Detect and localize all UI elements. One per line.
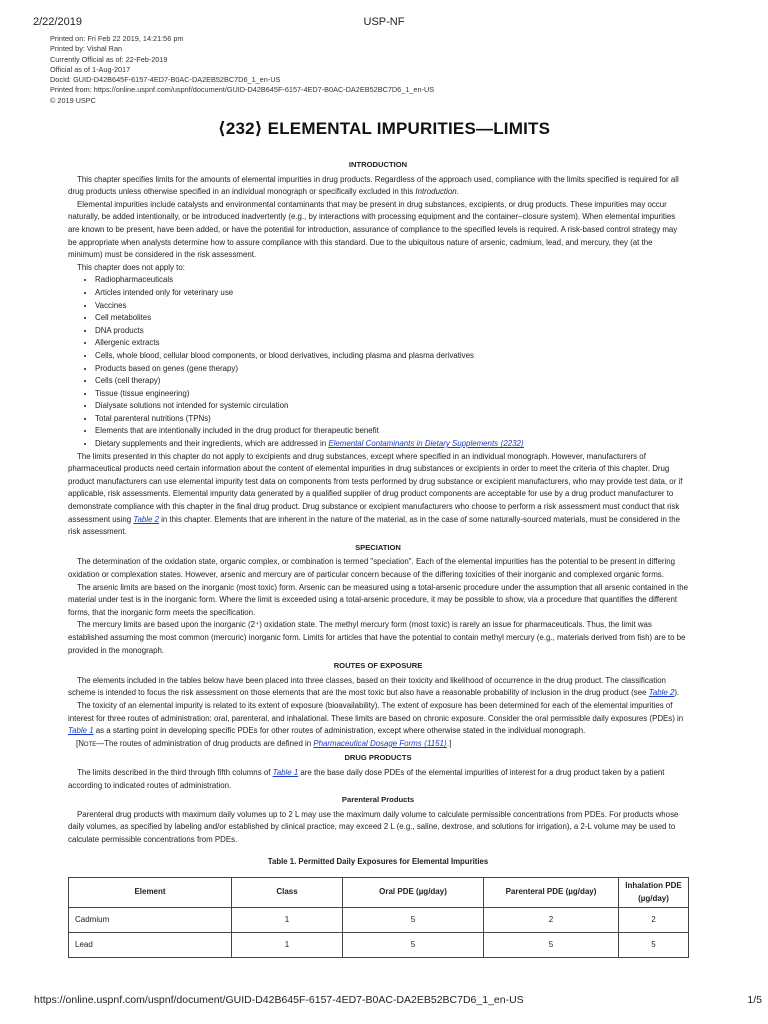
- section-heading-parenteral-products: Parenteral Products: [341, 795, 415, 805]
- cell-oral-pde: 5: [343, 908, 484, 933]
- column-header-class: Class: [232, 878, 343, 908]
- routes-paragraph-2: The toxicity of an elemental impurity is related to its extent of exposure (bioavailability). The extent of exposure has been determined for each of the elemental impurities of interest for three routes of administration: oral, parenteral, and inhalational. These limits are based on chronic exposure. Consider the oral permissible daily exposures (PDEs) in Table 1 as a starting point in developing specific PDEs for other routes of administration, except where otherwise stated in the individual monograph.: [68, 700, 684, 736]
- link-table-1[interactable]: Table 1: [272, 767, 299, 777]
- link-table-2[interactable]: Table 2: [648, 688, 675, 698]
- table-header-row: [69, 878, 689, 908]
- list-item: • Cells (cell therapy): [95, 375, 688, 388]
- list-item: • Cells, whole blood, cellular blood components, or blood derivatives, including plasma and plasma derivatives: [95, 350, 688, 363]
- parenteral-paragraph: Parenteral drug products with maximum daily volumes up to 2 L may use the maximum daily volume to calculate permissible concentrations from PDEs. For products whose daily volumes, as specified by labeling and/or established by clinical practice, may exceed 2 L (e.g., saline, dextrose, and solutions for irrigation), a 2-L volume may be used to calculate permissible concentrations from PDEs.: [68, 809, 679, 844]
- list-item: • Total parenteral nutritions (TPNs): [95, 413, 688, 426]
- document-body: [68, 156, 688, 958]
- link-table-2[interactable]: Table 2: [133, 514, 159, 524]
- note-label: Note: [78, 738, 97, 748]
- meta-printed-by: Printed by: Vishal Ran: [50, 44, 123, 54]
- meta-printed-from: Printed from: https://online.uspnf.com/uspnf/document/GUID-D42B645F-6157-4ED7-B0AC-DA2EB52BC7D6_1_en-US: [50, 85, 435, 95]
- list-item: • Elements that are intentionally included in the drug product for therapeutic benefit: [95, 425, 688, 438]
- routes-paragraph-1: The elements included in the tables below have been placed into three classes, based on their toxicity and likelihood of occurrence in the drug product. The classification scheme is intended to focus the risk assessment on those elements that are the most toxic but also have a reasonable probability of inclusion in the drug product (see Table 2).: [68, 675, 680, 698]
- print-site-title: USP-NF: [363, 16, 405, 28]
- link-dietary-supplements-2232[interactable]: Elemental Contaminants in Dietary Supplements ⟨2232⟩: [328, 439, 524, 449]
- link-pharmaceutical-dosage-forms-1151[interactable]: Pharmaceutical Dosage Forms ⟨1151⟩: [313, 738, 448, 748]
- section-heading-speciation: SPECIATION: [355, 542, 401, 552]
- cell-parenteral-pde: 2: [484, 908, 619, 933]
- exclusion-list: [68, 274, 688, 450]
- intro-paragraph-1: This chapter specifies limits for the amounts of elemental impurities in drug products. Regardless of the approach used, compliance with the limits specified is required for all drug products unless otherwise specified in an individual monograph or specifically excluded in this Introduction.: [68, 174, 679, 197]
- print-metadata: [50, 34, 434, 106]
- column-header-oral-pde: Oral PDE (µg/day): [343, 878, 484, 908]
- drug-products-paragraph-1: The limits described in the third through fifth columns of Table 1 are the base daily dose PDEs of the elemental impurities of interest for a drug product taken by a patient according to indicated routes of administration.: [68, 767, 665, 790]
- link-table-1[interactable]: Table 1: [68, 726, 94, 736]
- cell-element: Lead: [69, 933, 232, 958]
- list-item: • Allergenic extracts: [95, 337, 688, 350]
- section-heading-introduction: INTRODUCTION: [348, 160, 408, 169]
- list-item: • Dialysate solutions not intended for systemic circulation: [95, 400, 688, 413]
- list-item: • Articles intended only for veterinary use: [95, 287, 688, 300]
- meta-printed-on: Printed on: Fri Feb 22 2019, 14:21:56 pm: [50, 34, 184, 43]
- list-item: • Cell metabolites: [95, 312, 688, 325]
- intro-paragraph-2: Elemental impurities include catalysts and environmental contaminants that may be present in drug substances, excipients, or drug products. These impurities may occur naturally, be added intentionally, or be introduced inadvertently (e.g., by interactions with processing equipment and the container–closure system). When elemental impurities are known to be present, have been added, or have the potential for introduction, assurance of compliance to the specified levels is required. A risk-based control strategy may be appropriate when analysts determine how to assure compliance with this standard. Due to the ubiquitous nature of arsenic, cadmium, lead, and mercury, they (at the minimum) must be considered in the risk assessment.: [68, 199, 678, 260]
- footer-url: https://online.uspnf.com/uspnf/document/GUID-D42B645F-6157-4ED7-B0AC-DA2EB52BC7D6_1_en-US: [34, 994, 524, 1006]
- table-1-caption: Table 1. Permitted Daily Exposures for Elemental Impurities: [267, 857, 489, 867]
- cell-element: Cadmium: [69, 908, 232, 933]
- speciation-paragraph-1: The determination of the oxidation state, organic complex, or combination is termed "speciation". Each of the elemental impurities has the potential to be present in differing oxidation or complexation states. However, arsenic and mercury are of particular concern because of the differing toxicities of their inorganic and complexed organic forms.: [68, 557, 676, 579]
- footer-page-number: 1/5: [747, 994, 762, 1006]
- list-item: • Vaccines: [95, 300, 688, 313]
- list-item: • Tissue (tissue engineering): [95, 388, 688, 401]
- cell-oral-pde: 5: [343, 933, 484, 958]
- list-item: • DNA products: [95, 325, 688, 338]
- print-date: 2/22/2019: [33, 16, 82, 28]
- meta-currently-official: Currently Official as of: 22-Feb-2019: [50, 54, 168, 64]
- table-row: [69, 908, 689, 933]
- column-header-inhalation-pde: Inhalation PDE (µg/day): [619, 878, 689, 908]
- page-title: ⟨232⟩ ELEMENTAL IMPURITIES—LIMITS: [217, 119, 551, 138]
- table-1-permitted-daily-exposures: [68, 877, 689, 958]
- cell-inhalation-pde: 5: [619, 933, 689, 958]
- speciation-paragraph-2: The arsenic limits are based on the inorganic (most toxic) form. Arsenic can be measured using a total-arsenic procedure under the assumption that all arsenic contained in the material under test is in the inorganic form. Where the limit is exceeded using a total-arsenic procedure, it may be possible to show, via a procedure that quantifies the different forms, that the inorganic form meets the specification.: [68, 582, 688, 617]
- cell-class: 1: [232, 908, 343, 933]
- column-header-parenteral-pde: Parenteral PDE (µg/day): [484, 878, 619, 908]
- list-item: • Radiopharmaceuticals: [95, 274, 688, 287]
- speciation-paragraph-3: The mercury limits are based upon the inorganic (2⁺) oxidation state. The methyl mercury form (most toxic) is rarely an issue for pharmaceuticals. Thus, the limit was established assuming the most common (mercuric) inorganic form. Limits for articles that have the potential to contain methyl mercury (e.g., materials derived from fish) are to be provided in the monograph.: [68, 620, 686, 655]
- column-header-element: Element: [69, 878, 232, 908]
- cell-inhalation-pde: 2: [619, 908, 689, 933]
- meta-official-as-of: Official as of 1-Aug-2017: [50, 64, 131, 74]
- meta-docid: DocId: GUID-D42B645F-6157-4ED7-B0AC-DA2EB52BC7D6_1_en-US: [50, 75, 281, 85]
- table-row: [69, 933, 689, 958]
- list-item: • Products based on genes (gene therapy): [95, 363, 688, 376]
- section-heading-drug-products: DRUG PRODUCTS: [344, 753, 412, 763]
- meta-copyright: © 2019 USPC: [50, 95, 96, 105]
- cell-parenteral-pde: 5: [484, 933, 619, 958]
- section-heading-routes-of-exposure: ROUTES OF EXPOSURE: [333, 661, 423, 671]
- cell-class: 1: [232, 933, 343, 958]
- list-item: • Dietary supplements and their ingredients, which are addressed in Elemental Contaminants in Dietary Supplements ⟨2232⟩: [95, 438, 688, 451]
- intro-paragraph-4: The limits presented in this chapter do not apply to excipients and drug substances, except where specified in an individual monograph. However, manufacturers of pharmaceutical products need certain information about the content of elemental impurities in drug substances or excipients in order to meet the criteria of this chapter. Drug product manufacturers can use elemental impurity test data on components from tests performed by drug substance or excipient manufacturers, who may provide test data, or if applicable, risk assessments. Elemental impurity data generated by a qualified supplier of drug product components are acceptable for use by a drug product manufacturer to demonstrate compliance with this chapter in the final drug product. Drug substance or excipient manufacturers who choose to perform a risk assessment must conduct that risk assessment using Table 2 in this chapter. Elements that are inherent in the nature of the material, as in the case of some naturally-sourced materials, must be considered in the risk assessment.: [68, 451, 683, 537]
- intro-paragraph-3: This chapter does not apply to:: [77, 262, 185, 272]
- routes-note: [Note—The routes of administration of drug products are defined in Pharmaceutical Dosage Forms ⟨1151⟩.]: [76, 738, 452, 748]
